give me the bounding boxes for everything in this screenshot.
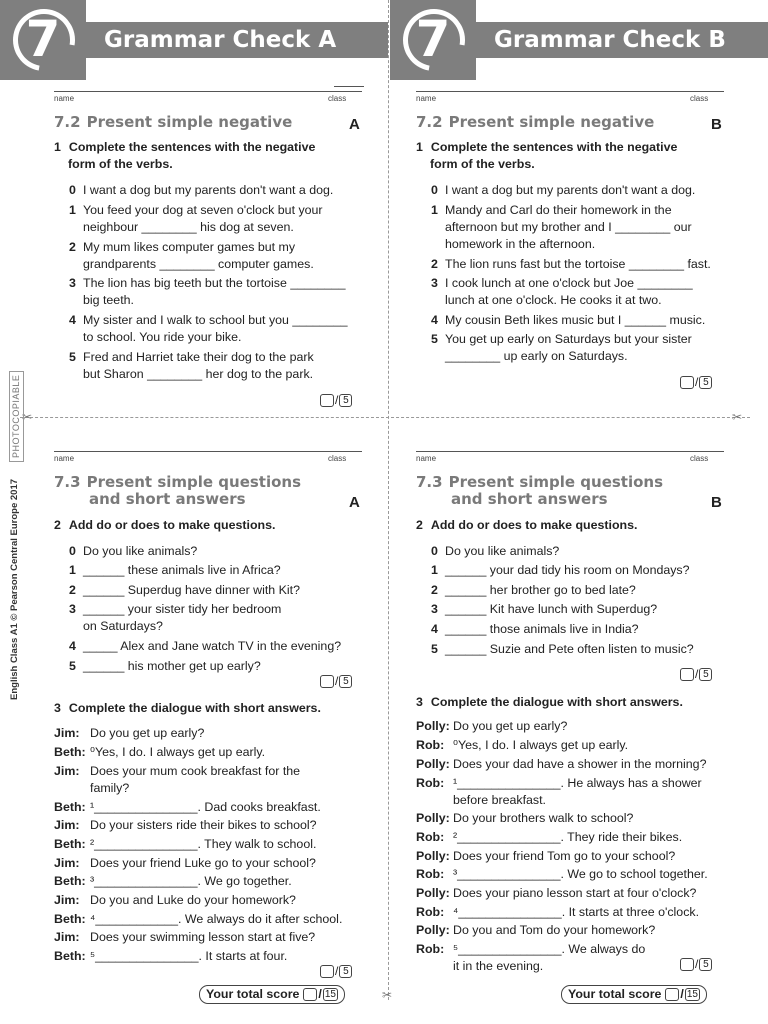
exercise-3-instruction-b: 3 Complete the dialogue with short answers. (416, 695, 683, 709)
version-label-a2: A (349, 494, 360, 511)
header-title-b: Grammar Check B (476, 22, 768, 58)
unit-badge-a (0, 0, 86, 80)
score-box-a73-ex3[interactable]: / 5 (320, 963, 352, 980)
class-line (334, 86, 364, 87)
section-title-73b: 7.3 Present simple questions and short answers (416, 473, 664, 509)
unit-number: 7 (415, 10, 451, 68)
scissors-icon: ✂ (22, 410, 33, 424)
exercise-2-instruction-a: 2 Add do or does to make questions. (54, 518, 276, 532)
name-line-a72: name class (54, 91, 364, 107)
total-score-a[interactable]: Your total score / 15 (199, 985, 345, 1004)
name-line-a73: name class (54, 451, 364, 467)
unit-badge-b (390, 0, 476, 80)
total-score-b[interactable]: Your total score / 15 (561, 985, 707, 1004)
photocopiable-label: PHOTOCOPIABLE (9, 371, 24, 462)
name-line-b73: name class (416, 451, 726, 467)
exercise-2-instruction-b: 2 Add do or does to make questions. (416, 518, 638, 532)
version-label-a: A (349, 116, 360, 133)
header-a (0, 0, 86, 80)
section-title-72a: 7.2 Present simple negative (54, 113, 293, 131)
version-label-b: B (711, 116, 722, 133)
score-box-b73-ex2[interactable]: / 5 (680, 666, 712, 683)
copyright-credit: English Class A1 © Pearson Central Europe 2017 (9, 478, 20, 700)
section-title-73a: 7.3 Present simple questions and short answers (54, 473, 302, 509)
scissors-icon: ✂ (382, 988, 393, 1002)
header-title-a: Grammar Check A (86, 22, 388, 58)
section-title-72b: 7.2 Present simple negative (416, 113, 655, 131)
scissors-icon: ✂ (732, 410, 743, 424)
horizontal-cut-line (20, 417, 750, 418)
score-box-a73-ex2[interactable]: / 5 (320, 673, 352, 690)
unit-number: 7 (25, 10, 61, 68)
score-box-a72[interactable]: / 5 (320, 392, 352, 409)
exercise-1-instruction-b: 1 Complete the sentences with the negative form of the verbs. (416, 140, 678, 171)
header-b (390, 0, 476, 80)
name-line-b72: name class (416, 91, 726, 107)
score-box-b72[interactable]: / 5 (680, 374, 712, 391)
exercise-1-instruction-a: 1 Complete the sentences with the negative form of the verbs. (54, 140, 316, 171)
vertical-cut-line (388, 0, 389, 1000)
exercise-3-instruction-a: 3 Complete the dialogue with short answers. (54, 701, 321, 715)
score-box-b73-ex3[interactable]: / 5 (680, 956, 712, 973)
version-label-b2: B (711, 494, 722, 511)
